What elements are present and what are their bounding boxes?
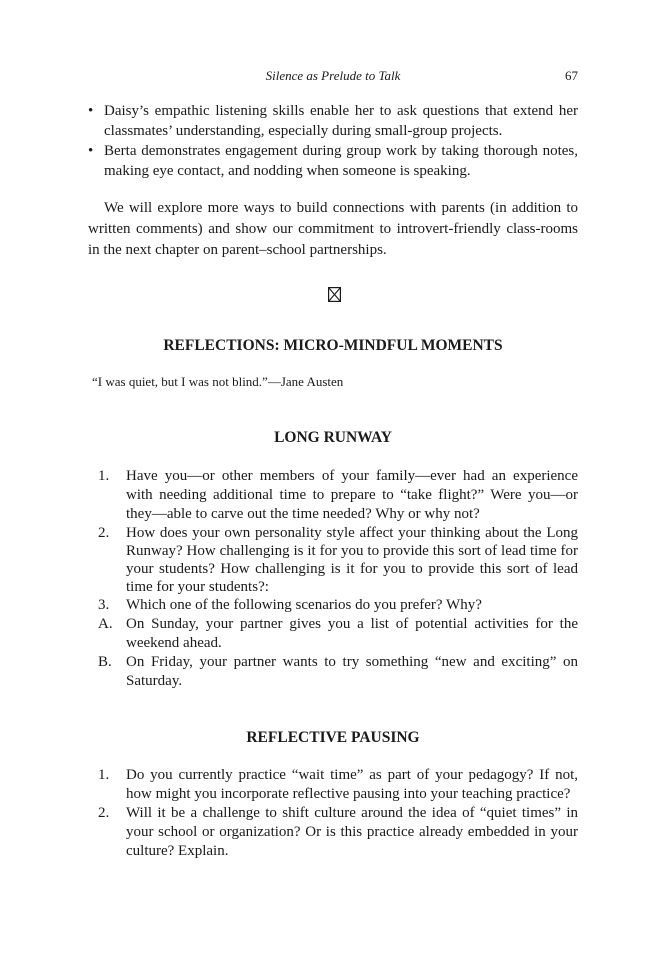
section-heading-reflections: REFLECTIONS: MICRO-MINDFUL MOMENTS	[163, 337, 503, 354]
bullet-icon: •	[88, 143, 94, 159]
item-marker: 1.	[98, 767, 110, 783]
reflective-pausing-questions	[88, 766, 578, 861]
item-marker: 2.	[98, 805, 110, 821]
question-text: On Friday, your partner wants to try something “new and exciting” on Saturday.	[126, 654, 578, 689]
question-item	[88, 653, 578, 691]
page-number: 67	[565, 68, 578, 83]
item-marker: B.	[98, 654, 112, 670]
question-item	[88, 615, 578, 653]
question-item	[88, 524, 578, 596]
question-item	[88, 596, 578, 615]
body-paragraph: We will explore more ways to build connections with parents (in addition to written comments) and show our commitment to introvert-friendly class-rooms in the next chapter on parent–school partnerships.	[88, 200, 578, 258]
running-title: Silence as Prelude to Talk	[265, 68, 401, 83]
bullet-item	[88, 101, 578, 141]
question-text: Will it be a challenge to shift culture around the idea of “quiet times” in your school or organization? Or is this practice already embedded in your culture? Explain.	[126, 805, 578, 859]
item-marker: 1.	[98, 468, 110, 484]
section-heading-reflective-pausing: REFLECTIVE PAUSING	[246, 729, 420, 746]
question-item	[88, 467, 578, 524]
question-item	[88, 766, 578, 804]
item-marker: 3.	[98, 597, 110, 613]
item-marker: 2.	[98, 525, 110, 541]
item-marker: A.	[98, 616, 113, 632]
bullet-list	[88, 101, 578, 181]
epigraph: “I was quiet, but I was not blind.”—Jane Austen	[92, 374, 344, 389]
question-item	[88, 804, 578, 861]
bullet-text: Daisy’s empathic listening skills enable her to ask questions that extend her classmates’ understanding, especially during small-group projects.	[104, 103, 578, 139]
bullet-text: Berta demonstrates engagement during group work by taking thorough notes, making eye contact, and nodding when someone is speaking.	[104, 143, 578, 179]
running-head	[88, 68, 578, 86]
question-text: Which one of the following scenarios do you prefer? Why?	[126, 597, 482, 613]
long-runway-questions	[88, 467, 578, 691]
question-text: How does your own personality style affect your thinking about the Long Runway? How challenging is it for you to provide this sort of lead time for your students? How challenging is it for you to provide this sort of lead time for your students?:	[126, 525, 578, 595]
missing-glyph-box-icon	[328, 287, 341, 302]
question-text: Do you currently practice “wait time” as part of your pedagogy? If not, how might you incorporate reflective pausing into your teaching practice?	[126, 767, 578, 802]
question-text: On Sunday, your partner gives you a list of potential activities for the weekend ahead.	[126, 616, 578, 651]
bullet-item	[88, 141, 578, 181]
bullet-icon: •	[88, 103, 94, 119]
section-heading-long-runway: LONG RUNWAY	[274, 429, 392, 446]
question-text: Have you—or other members of your family—ever had an experience with needing additional time to prepare to “take flight?” Were you—or they—able to carve out the time needed? Why or why not?	[126, 468, 578, 522]
